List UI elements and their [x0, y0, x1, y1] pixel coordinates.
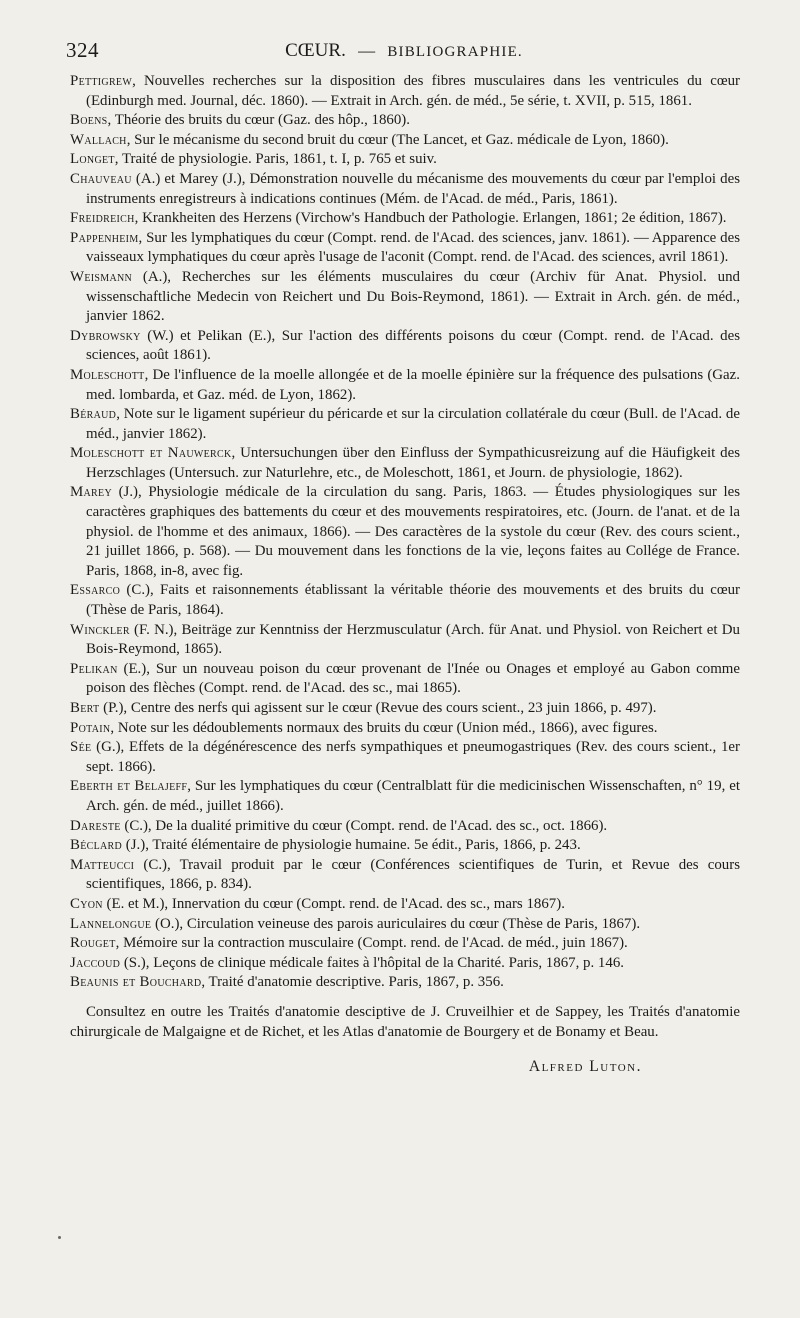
- entry-text: , Untersuchungen über den Einfluss der Sympathicusreizung auf die Häufigkeit des Herzschlages (Untersuch. zur Naturlehre, etc., de Moleschott, 1861, et Journ. de physiologie, 1862).: [86, 445, 740, 481]
- entry-text: (C.), Travail produit par le cœur (Conférences scientifiques de Turin, et Revue des cours scientifiques, 1866, p. 834).: [86, 856, 740, 893]
- bibliography-entry: [70, 229, 740, 268]
- entry-author: Essarco: [70, 582, 121, 599]
- bibliography-entry: [70, 915, 740, 935]
- entry-author: Eberth et Belajeff: [70, 778, 188, 795]
- entry-text: (C.), De la dualité primitive du cœur (Compt. rend. de l'Acad. des sc., oct. 1866).: [120, 817, 608, 834]
- entry-author: Chauveau: [70, 170, 132, 187]
- entry-text: (A.) et Marey (J.), Démonstration nouvelle du mécanisme des mouvements du cœur par l'emploi des instruments enregistreurs à indications continues (Mém. de l'Acad. de méd., Paris, 1861).: [86, 170, 740, 207]
- entry-author: Marey: [70, 484, 112, 501]
- bibliography-entry: [70, 738, 740, 777]
- entry-text: , Théorie des bruits du cœur (Gaz. des hôp., 1860).: [107, 112, 410, 129]
- bibliography-entry: [70, 836, 740, 856]
- entry-text: , Sur le mécanisme du second bruit du cœur (The Lancet, et Gaz. médicale de Lyon, 1860).: [126, 131, 669, 148]
- entry-author: Dareste: [70, 817, 121, 834]
- bibliography-entry: [70, 856, 740, 895]
- running-title-dash: —: [358, 41, 376, 60]
- entry-text: , Nouvelles recherches sur la disposition des fibres musculaires dans les ventricules du cœur (Edinburgh med. Journal, déc. 1860). — Extrait in Arch. gén. de méd., 5e série, t. XVII, p. 515, 1861.: [86, 73, 740, 109]
- bibliography-entry: [70, 327, 740, 366]
- entry-text: (P.), Centre des nerfs qui agissent sur le cœur (Revue des cours scient., 23 juin 1866, p. 497).: [99, 700, 657, 716]
- entry-author: Lannelongue: [70, 915, 152, 932]
- entry-author: Pappenheim: [70, 229, 139, 246]
- bibliography-entry: [70, 895, 740, 915]
- running-title-main: CŒUR.: [285, 40, 346, 61]
- entry-text: , De l'influence de la moelle allongée et de la moelle épinière sur la fréquence des pulsations (Gaz. med. lombarda, et Gaz. méd. de Lyon, 1862).: [86, 366, 740, 403]
- bibliography-entry: [70, 621, 740, 660]
- bibliography-entry: [70, 366, 740, 405]
- bibliography-entry: [70, 581, 740, 620]
- bibliography-entry: [70, 268, 740, 327]
- paper-speck: [58, 1236, 61, 1239]
- entry-author: Sée: [70, 739, 92, 756]
- bibliography-entry: [70, 817, 740, 837]
- entry-text: , Traité de physiologie. Paris, 1861, t. I, p. 765 et suiv.: [114, 151, 437, 168]
- entry-text: (J.), Traité élémentaire de physiologie humaine. 5e édit., Paris, 1866, p. 243.: [122, 837, 581, 854]
- entry-text: (W.) et Pelikan (E.), Sur l'action des différents poisons du cœur (Compt. rend. de l'Acad. des sciences, août 1861).: [86, 327, 740, 364]
- entry-author: Beaunis et Bouchard: [70, 974, 202, 991]
- bibliography-body: [70, 72, 740, 1077]
- entry-text: , Krankheiten des Herzens (Virchow's Handbuch der Pathologie. Erlangen, 1861; 2e édition, 1867).: [134, 210, 727, 227]
- entry-author: Potain: [70, 719, 111, 736]
- page-number: 324: [66, 38, 99, 62]
- author-signature: Alfred Luton.: [528, 1057, 642, 1075]
- entry-text: (O.), Circulation veineuse des parois auriculaires du cœur (Thèse de Paris, 1867).: [151, 915, 641, 932]
- closing-note: Consultez en outre les Traités d'anatomie desciptive de J. Cruveilhier et de Sappey, les Traités d'anatomie chirurgicale de Malgaigne et de Richet, et les Atlas d'anatomie de Bourgery et de Bonamy et Beau.: [70, 1003, 740, 1040]
- entry-author: Matteucci: [70, 856, 135, 873]
- entry-author: Moleschott: [70, 366, 145, 383]
- entry-text: (C.), Faits et raisonnements établissant la véritable théorie des mouvements et des bruits du cœur (Thèse de Paris, 1864).: [86, 582, 740, 619]
- bibliography-list: [70, 72, 740, 993]
- running-title: [66, 40, 742, 62]
- bibliography-entry: [70, 660, 740, 699]
- entry-author: Jaccoud: [70, 954, 121, 971]
- running-header: [66, 38, 742, 68]
- entry-author: Béraud: [70, 406, 117, 423]
- entry-text: , Note sur les dédoublements normaux des bruits du cœur (Union méd., 1866), avec figures.: [110, 719, 658, 736]
- bibliography-entry: [70, 719, 740, 739]
- entry-author: Freidreich: [70, 210, 135, 227]
- entry-author: Moleschott et Nauwerck: [70, 445, 232, 462]
- bibliography-entry: [70, 777, 740, 816]
- running-title-sub: BIBLIOGRAPHIE.: [387, 44, 523, 60]
- entry-author: Pelikan: [70, 660, 118, 677]
- bibliography-entry: [70, 444, 740, 483]
- entry-text: , Note sur le ligament supérieur du péricarde et sur la circulation collatérale du cœur (Bull. de l'Acad. de méd., janvier 1862).: [86, 406, 740, 442]
- entry-author: Dybrowsky: [70, 327, 141, 344]
- entry-author: Bert: [70, 700, 100, 716]
- entry-author: Wallach: [70, 131, 127, 148]
- bibliography-entry: [70, 150, 740, 170]
- entry-text: (E. et M.), Innervation du cœur (Compt. rend. de l'Acad. des sc., mars 1867).: [102, 895, 565, 912]
- entry-author: Béclard: [70, 837, 123, 854]
- entry-author: Longet: [70, 151, 115, 168]
- entry-author: Boens: [70, 112, 108, 129]
- entry-text: (E.), Sur un nouveau poison du cœur provenant de l'Inée ou Onages et employé au Gabon comme poison des flèches (Compt. rend. de l'Acad. des sc., mai 1865).: [86, 660, 740, 697]
- entry-author: Weismann: [70, 268, 133, 285]
- bibliography-entry: [70, 209, 740, 229]
- bibliography-entry: [70, 483, 740, 581]
- entry-text: , Mémoire sur la contraction musculaire (Compt. rend. de l'Acad. de méd., juin 1867).: [115, 935, 628, 952]
- bibliography-entry: [70, 973, 740, 993]
- entry-text: , Traité d'anatomie descriptive. Paris, 1867, p. 356.: [201, 974, 504, 991]
- entry-author: Cyon: [70, 895, 103, 912]
- entry-text: (F. N.), Beiträge zur Kenntniss der Herzmusculatur (Arch. für Anat. und Physiol. von Reichert et Du Bois-Reymond, 1865).: [86, 621, 740, 658]
- entry-text: (J.), Physiologie médicale de la circulation du sang. Paris, 1863. — Études physiologiques sur les caractères graphiques des battements du cœur et des mouvements respiratoires, etc. (Journ. de l'anat. et de la physiol. de l'homme et des animaux, 1866). — Des caractères de la systole du cœur (Rev. des cours scient., 21 juillet 1866, p. 568). — Du mouvement dans les fonctions de la vie, leçons faites au Collége de France. Paris, 1868, in-8, avec fig.: [86, 484, 740, 579]
- bibliography-entry: [70, 934, 740, 954]
- bibliography-entry: [70, 954, 740, 974]
- bibliography-entry: [70, 699, 740, 719]
- entry-text: (S.), Leçons de clinique médicale faites à l'hôpital de la Charité. Paris, 1867, p. 146.: [120, 954, 624, 971]
- entry-text: (G.), Effets de la dégénérescence des nerfs sympathiques et pneumogastriques (Rev. des cours scient., 1er sept. 1866).: [86, 739, 740, 775]
- bibliography-entry: [70, 111, 740, 131]
- entry-author: Pettigrew: [70, 73, 133, 89]
- entry-text: , Sur les lymphatiques du cœur (Compt. rend. de l'Acad. des sciences, janv. 1861). — Apparence des vaisseaux lymphatiques du cœur après l'usage de l'aconit (Compt. rend. de l'Acad. des sciences, avril 1861).: [86, 229, 740, 266]
- bibliography-entry: [70, 72, 740, 111]
- bibliography-entry: [70, 405, 740, 444]
- entry-text: (A.), Recherches sur les éléments musculaires du cœur (Archiv für Anat. Physiol. und wissenschaftliche Medecin von Reichert und Du Bois-Reymond, 1861). — Extrait in Arch. gén. de méd., janvier 1862.: [86, 268, 740, 325]
- bibliography-entry: [70, 131, 740, 151]
- entry-text: , Sur les lymphatiques du cœur (Centralblatt für die medicinischen Wissenschaften, n° 19, et Arch. gén. de méd., juillet 1866).: [86, 778, 740, 814]
- entry-author: Rouget: [70, 935, 116, 952]
- bibliography-entry: [70, 170, 740, 209]
- entry-author: Winckler: [70, 621, 130, 638]
